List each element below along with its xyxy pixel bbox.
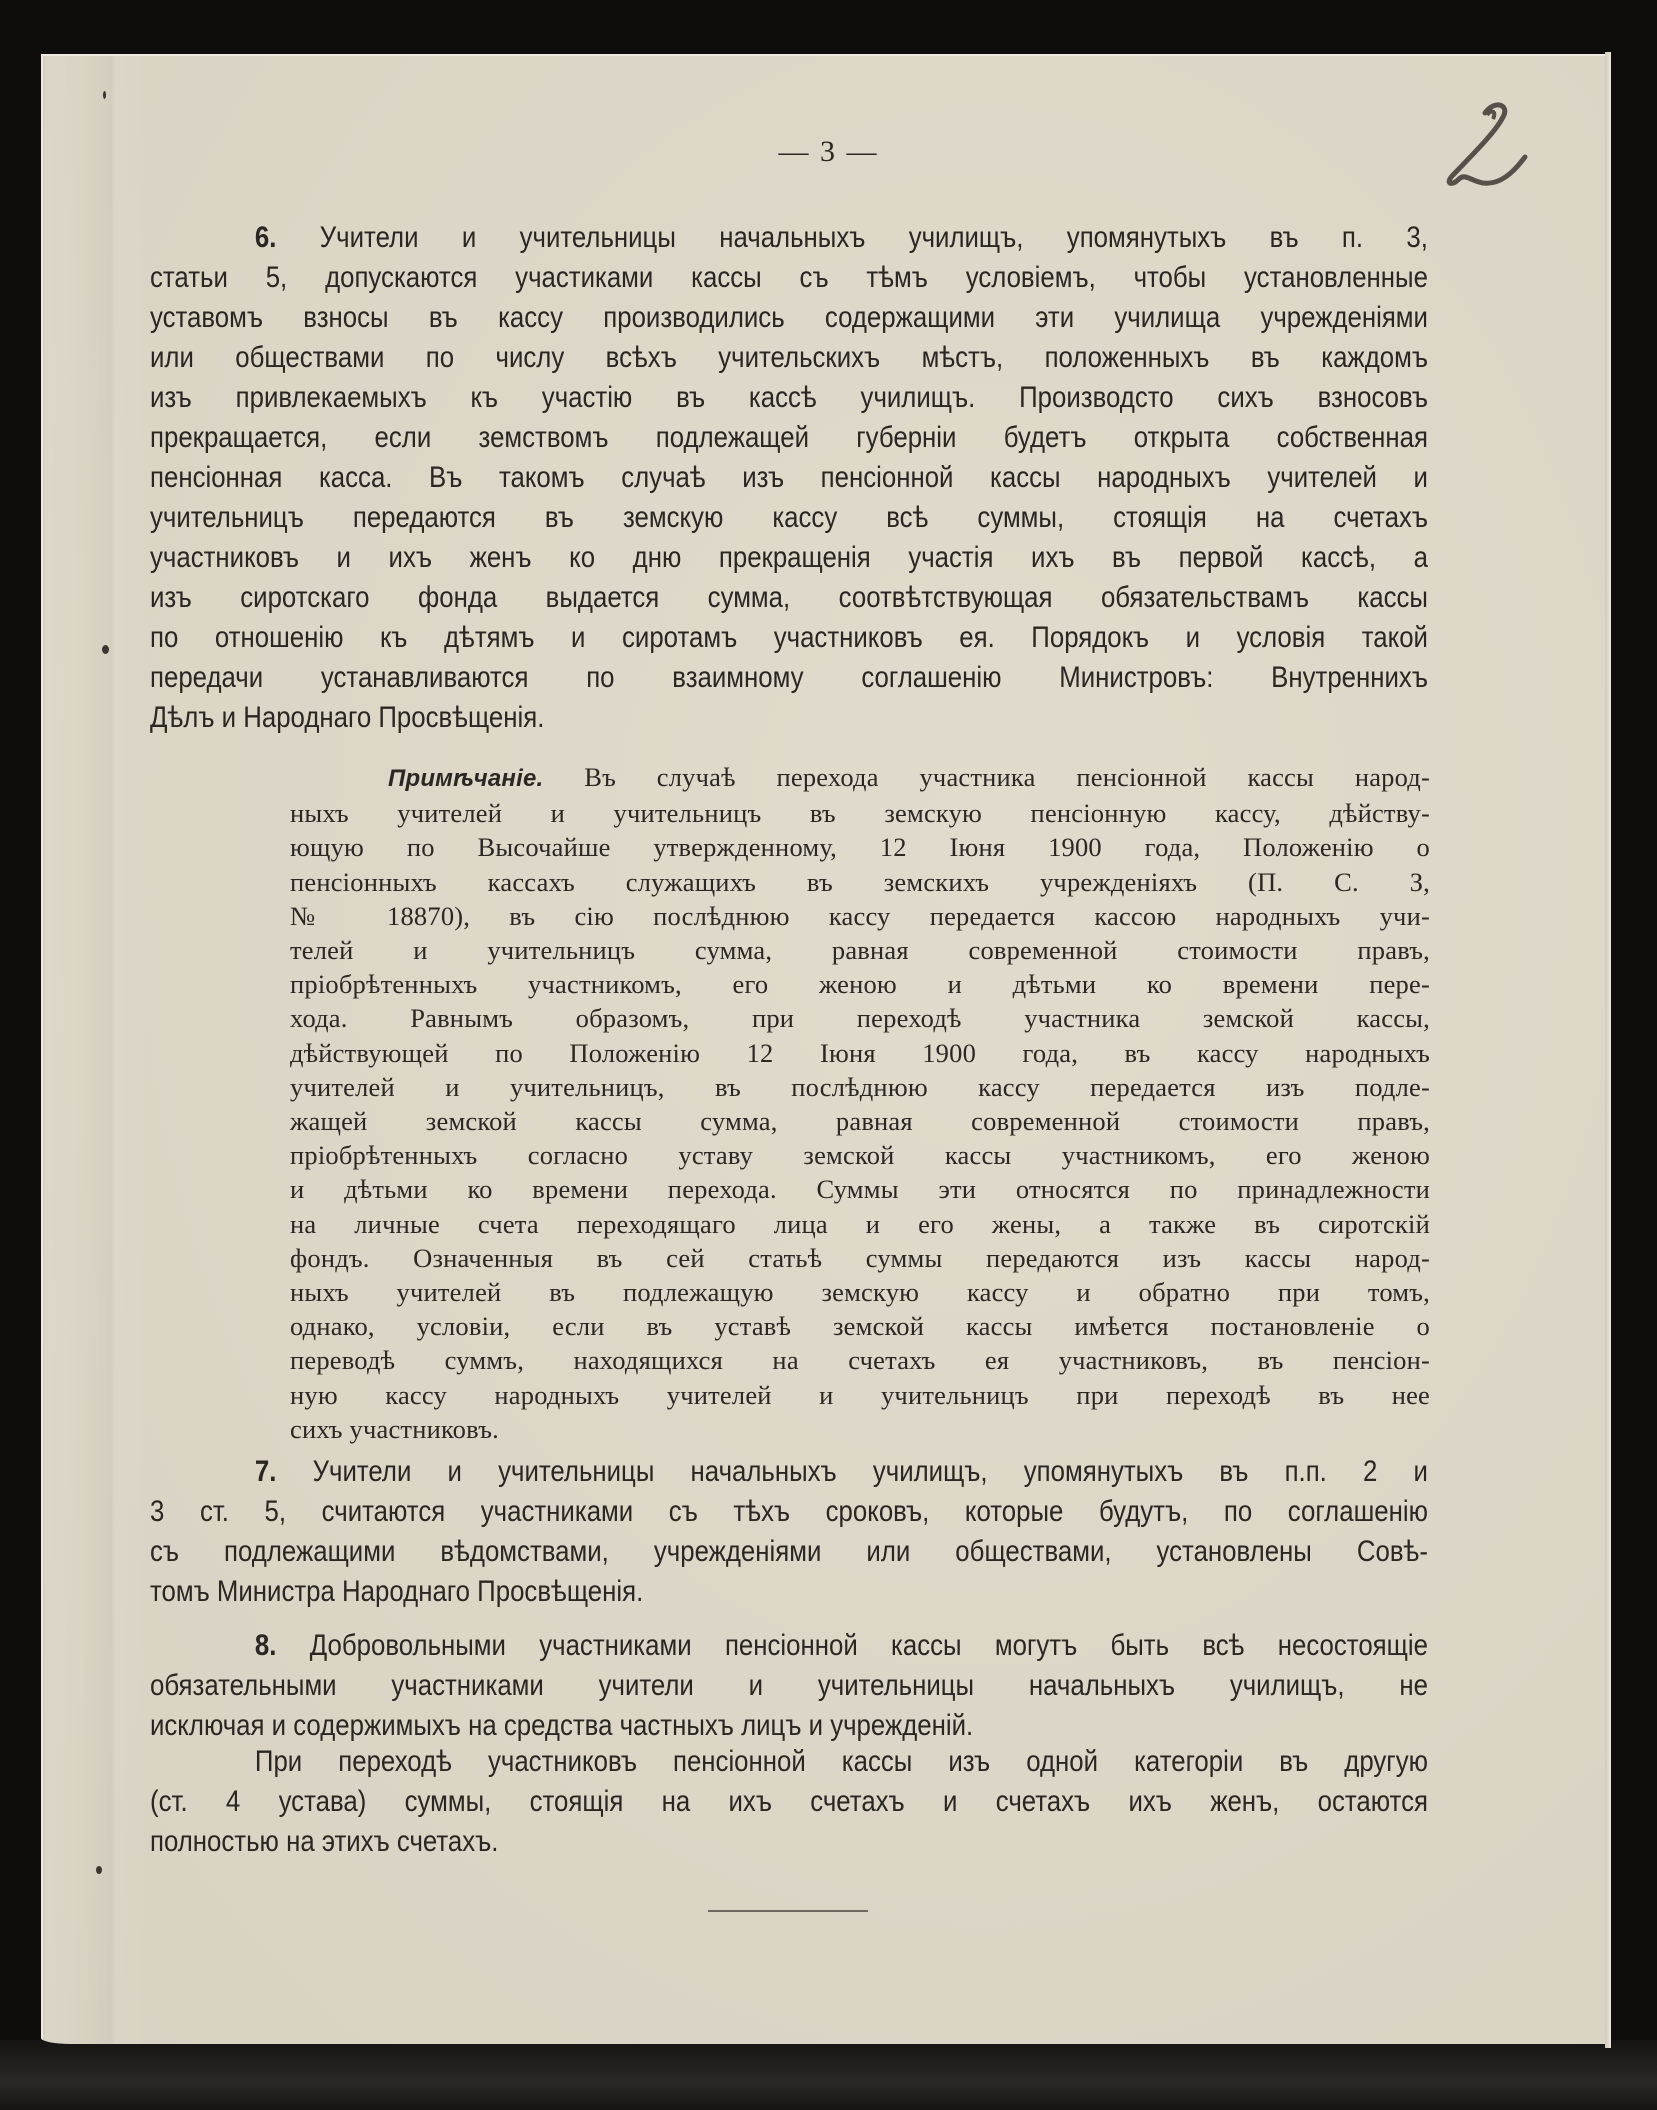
article-number: 7.	[254, 1455, 277, 1488]
note-line: учителей и учительницъ, въ послѣднюю кассу передается изъ подле-	[290, 1071, 1430, 1102]
page-number: — 3 —	[778, 135, 879, 168]
handwritten-digit-icon	[1425, 95, 1545, 195]
article-8	[150, 1626, 1428, 1746]
article-line: по отношенію къ дѣтямъ и сиротамъ участниковъ ея. Порядокъ и условія такой	[150, 621, 1428, 654]
note-line: переводѣ суммъ, находящихся на счетахъ ея участниковъ, въ пенсіон-	[290, 1345, 1430, 1376]
note-line: № 18870), въ сію послѣднюю кассу передается кассою народныхъ учи-	[290, 900, 1430, 931]
note-line: и дѣтьми ко времени перехода. Суммы эти относятся по принадлежности	[290, 1174, 1430, 1205]
note-line: телей и учительницъ сумма, равная современной стоимости правъ,	[290, 935, 1430, 966]
note-line: жащей земской кассы сумма, равная современной стоимости правъ,	[290, 1106, 1430, 1137]
article-line: томъ Министра Народнаго Просвѣщенія.	[150, 1575, 644, 1608]
note-line: ющую по Высочайше утвержденному, 12 Іюня 1900 года, Положенію о	[290, 832, 1430, 863]
article-line: 3 ст. 5, считаются участниками съ тѣхъ сроковъ, которые будутъ, по соглашенію	[150, 1495, 1428, 1528]
note-line: ную кассу народныхъ учителей и учительницъ при переходѣ въ нее	[290, 1379, 1430, 1410]
note-line: дѣйствующей по Положенію 12 Іюня 1900 года, въ кассу народныхъ	[290, 1037, 1430, 1068]
margin-mark	[102, 645, 109, 654]
article-line: или обществами по числу всѣхъ учительскихъ мѣстъ, положенныхъ въ каждомъ	[150, 341, 1428, 374]
note-line: пенсіонныхъ кассахъ служащихъ въ земскихъ учрежденіяхъ (П. С. З,	[290, 866, 1430, 897]
handwritten-folio-number	[1425, 95, 1545, 195]
note-line: ныхъ учителей и учительницъ въ земскую пенсіонную кассу, дѣйству-	[290, 798, 1430, 829]
article-line: пенсіонная касса. Въ такомъ случаѣ изъ пенсіонной кассы народныхъ учителей и	[150, 461, 1428, 494]
article-line: передачи устанавливаются по взаимному соглашенію Министровъ: Внутреннихъ	[150, 661, 1428, 694]
paragraph-line: полностью на этихъ счетахъ.	[150, 1825, 499, 1858]
note-line: хода. Равнымъ образомъ, при переходѣ участника земской кассы,	[290, 1003, 1430, 1034]
article-line: съ подлежащими вѣдомствами, учрежденіями или обществами, установлены Совѣ-	[150, 1535, 1428, 1568]
note-line: пріобрѣтенныхъ участникомъ, его женою и дѣтьми ко времени пере-	[290, 969, 1430, 1000]
note-line: на личные счета переходящаго лица и его жены, а также въ сиротскій	[290, 1208, 1430, 1239]
note-line: фондъ. Означенныя въ сей статьѣ суммы передаются изъ кассы народ-	[290, 1242, 1430, 1273]
article-line: прекращается, если земствомъ подлежащей губерніи будетъ открыта собственная	[150, 421, 1428, 454]
note-line: Примѣчаніе. Въ случаѣ перехода участника пенсіонной кассы народ-	[388, 762, 1431, 792]
margin-mark	[96, 1866, 102, 1874]
margin-mark	[103, 91, 106, 99]
article-line: изъ сиротскаго фонда выдается сумма, соотвѣтствующая обязательствамъ кассы	[150, 581, 1428, 614]
page-edge	[1605, 52, 1611, 2048]
article-7	[150, 1452, 1428, 1612]
article-line: участниковъ и ихъ женъ ко дню прекращенія участія ихъ въ первой кассѣ, а	[150, 541, 1428, 574]
note-line: сихъ участниковъ.	[290, 1413, 499, 1444]
article-line: учительницъ передаются въ земскую кассу всѣ суммы, стоящія на счетахъ	[150, 501, 1428, 534]
article-line: 7. Учители и учительницы начальныхъ училищъ, упомянутыхъ въ п.п. 2 и	[254, 1455, 1428, 1488]
article-line: 6. Учители и учительницы начальныхъ училищъ, упомянутыхъ въ п. 3,	[254, 221, 1428, 254]
article-6-note	[290, 760, 1430, 1446]
article-line: уставомъ взносы въ кассу производились содержащими эти училища учрежденіями	[150, 301, 1428, 334]
note-line: пріобрѣтенныхъ согласно уставу земской кассы участникомъ, его женою	[290, 1140, 1430, 1171]
scanner-background	[0, 2040, 1657, 2110]
article-line: статьи 5, допускаются участиками кассы съ тѣмъ условіемъ, чтобы установленные	[150, 261, 1428, 294]
closing-paragraph	[150, 1742, 1428, 1862]
article-line: исключая и содержимыхъ на средства частныхъ лицъ и учрежденій.	[150, 1709, 974, 1742]
article-number: 8.	[254, 1629, 277, 1662]
article-line: обязательными участниками учители и учительницы начальныхъ училищъ, не	[150, 1669, 1428, 1702]
paragraph-line: При переходѣ участниковъ пенсіонной кассы изъ одной категоріи въ другую	[254, 1745, 1428, 1778]
article-line: 8. Добровольными участниками пенсіонной кассы могутъ быть всѣ несостоящіе	[254, 1629, 1428, 1662]
article-number: 6.	[254, 221, 277, 254]
article-line: изъ привлекаемыхъ къ участію въ кассѣ училищъ. Производсто сихъ взносовъ	[150, 381, 1428, 414]
note-line: ныхъ учителей въ подлежащую земскую кассу и обратно при томъ,	[290, 1277, 1430, 1308]
note-label: Примѣчаніе.	[388, 765, 544, 792]
paragraph-line: (ст. 4 устава) суммы, стоящія на ихъ счетахъ и счетахъ ихъ женъ, остаются	[150, 1785, 1428, 1818]
article-line: Дѣлъ и Народнаго Просвѣщенія.	[150, 701, 545, 734]
note-line: однако, условіи, если въ уставѣ земской кассы имѣется постановленіе о	[290, 1311, 1430, 1342]
article-6	[150, 218, 1428, 738]
end-rule-divider	[708, 1910, 868, 1912]
